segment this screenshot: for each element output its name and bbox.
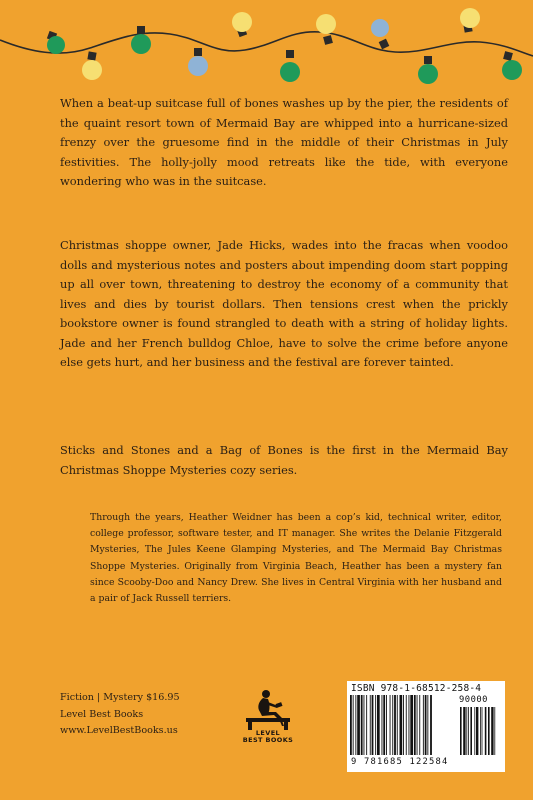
bulb-green-icon bbox=[502, 51, 522, 80]
barcode-digits bbox=[351, 757, 448, 767]
logo-line-1: LEVEL bbox=[255, 729, 281, 737]
isbn-label: ISBN 978-1-68512-258-4 bbox=[351, 683, 482, 694]
bulb-green-icon bbox=[418, 56, 438, 84]
bulb-yellow-icon bbox=[82, 51, 102, 80]
bulb-yellow-icon bbox=[460, 8, 480, 33]
description-paragraph-1: When a beat-up suitcase full of bones washes up by the pier, the residents of the quaint resort town of Mermaid Bay are whipped into a hurricane-sized frenzy over the gruesome find in the middle of their Christmas in July festivities. The holly-jolly mood retreats like the tide, with everyone wondering who was in the suitcase. bbox=[60, 96, 508, 188]
isbn-barcode bbox=[347, 681, 505, 772]
bulb-green-icon bbox=[47, 31, 65, 54]
bulb-yellow-icon bbox=[232, 12, 252, 37]
description-paragraph-2: Christmas shoppe owner, Jade Hicks, wades into the fracas when voodoo dolls and mysterious notes and posters about impending doom start popping up all over town, threatening to destroy the economy of a community that lives and dies by tourist dollars. Then tensions crest when the prickly bookstore owner is found strangled to death with a string of holiday lights. Jade and her French bulldog Chloe, have to solve the crime before anyone else gets hurt, and her business and the festival are forever tainted. bbox=[60, 238, 508, 369]
author-bio: Through the years, Heather Weidner has been a cop’s kid, technical writer, editor, college professor, software tester, and IT manager. She writes the Delanie Fitzgerald Mysteries, The Jules Keene Glamping Mysteries, and The Mermaid Bay Christmas Shoppe Mysteries. Originally from Virginia Beach, Heather has been a mystery fan since Scooby-Doo and Nancy Drew. She lives in Central Virginia with her husband and a pair of Jack Russell terriers. bbox=[90, 512, 502, 605]
bulb-yellow-icon bbox=[316, 14, 336, 45]
logo-line-2: BEST BOOKS bbox=[242, 736, 294, 744]
bulb-green-icon bbox=[280, 50, 300, 82]
bulb-blue-icon bbox=[188, 48, 208, 76]
ean-digits: 9 781685 122584 bbox=[351, 757, 449, 767]
logo-text bbox=[236, 730, 300, 744]
bulb-green-icon bbox=[131, 26, 151, 54]
holiday-lights-string bbox=[0, 0, 533, 90]
publisher-website: www.LevelBestBooks.us bbox=[60, 725, 178, 736]
publisher-name: Level Best Books bbox=[60, 708, 144, 720]
category-price: Fiction | Mystery $16.95 bbox=[60, 692, 180, 703]
bulb-blue-icon bbox=[371, 19, 389, 49]
footer-info bbox=[60, 690, 180, 740]
description-paragraph-3: Sticks and Stones and a Bag of Bones is the first in the Mermaid Bay Christmas Shoppe Mysteries cozy series. bbox=[60, 443, 508, 477]
addon-digits: 90000 bbox=[459, 695, 488, 705]
